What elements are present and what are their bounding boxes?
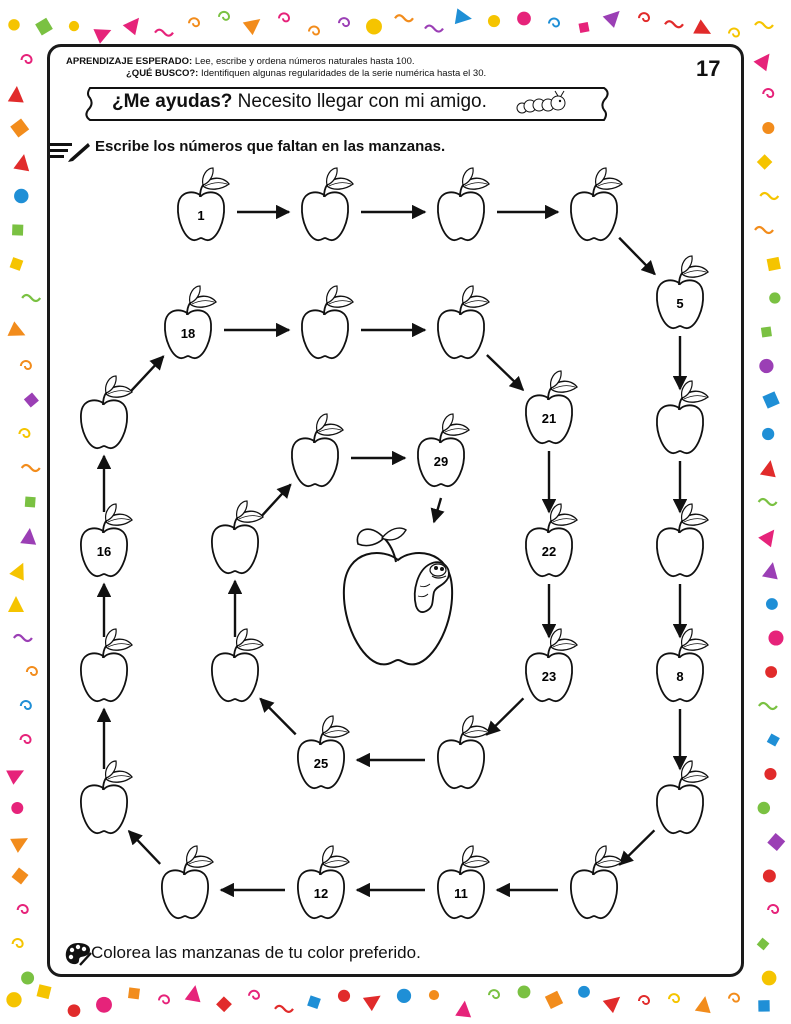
apple-21 — [526, 371, 577, 443]
apple-16 — [81, 504, 132, 576]
path-arrow — [487, 355, 523, 390]
apple-number: 1 — [197, 208, 205, 223]
path-arrow — [259, 484, 290, 518]
apple-29 — [418, 414, 469, 486]
objective-text: Identifiquen algunas regularidades de la serie numérica hasta el 30. — [200, 68, 487, 79]
paint-palette-icon — [64, 941, 92, 967]
apple-25 — [298, 716, 349, 788]
apple-13 — [162, 846, 213, 918]
apple-7 — [657, 504, 708, 576]
apple-number: 16 — [96, 544, 112, 559]
path-arrow — [260, 699, 295, 735]
apple-22 — [526, 504, 577, 576]
apple-26 — [212, 629, 263, 701]
apple-number: 18 — [180, 326, 196, 341]
apple-14 — [81, 761, 132, 833]
apple-number: 23 — [541, 669, 557, 684]
apple-number: 29 — [433, 454, 449, 469]
apple-10 — [571, 846, 622, 918]
apple-3 — [438, 168, 489, 240]
apple-27 — [212, 501, 263, 573]
page-number: 17 — [696, 56, 721, 81]
path-arrow — [487, 698, 524, 734]
apple-20 — [438, 286, 489, 358]
apple-1 — [178, 168, 229, 240]
path-arrow-final — [434, 498, 441, 522]
path-arrow — [619, 238, 655, 275]
apple-11 — [438, 846, 489, 918]
objective-label: ¿QUÉ BUSCO?: — [126, 68, 199, 79]
apple-number: 25 — [313, 756, 329, 771]
apple-number: 11 — [454, 886, 468, 901]
path-arrow — [129, 831, 160, 864]
banner-message: Necesito llegar con mi amigo. — [237, 91, 487, 112]
apple-6 — [657, 381, 708, 453]
path-arrow — [129, 356, 164, 393]
path-arrow — [620, 830, 655, 864]
instruction: Escribe los números que faltan en las manzanas. — [95, 138, 446, 155]
apple-number: 5 — [676, 296, 684, 311]
apple-2 — [302, 168, 353, 240]
banner-question: ¿Me ayudas? — [112, 91, 233, 112]
apple-number: 21 — [541, 411, 557, 426]
learning-goal-text: Lee, escribe y ordena números naturales hasta 100. — [194, 56, 415, 67]
apple-8 — [657, 629, 708, 701]
apple-19 — [302, 286, 353, 358]
apple-23 — [526, 629, 577, 701]
apple-5 — [657, 256, 708, 328]
apple-28 — [292, 414, 343, 486]
apple-18 — [165, 286, 216, 358]
apple-12 — [298, 846, 349, 918]
apple-4 — [571, 168, 622, 240]
apple-number: 12 — [313, 886, 329, 901]
big-apple-with-worm — [344, 528, 452, 664]
apple-24 — [438, 716, 489, 788]
learning-goal-label: APRENDIZAJE ESPERADO: — [66, 56, 193, 67]
apple-number: 22 — [541, 544, 557, 559]
coloring-instruction: Colorea las manzanas de tu color preferido. — [91, 943, 421, 962]
apple-9 — [657, 761, 708, 833]
apple-15 — [81, 629, 132, 701]
apple-17 — [81, 376, 132, 448]
apple-number: 8 — [676, 669, 684, 684]
